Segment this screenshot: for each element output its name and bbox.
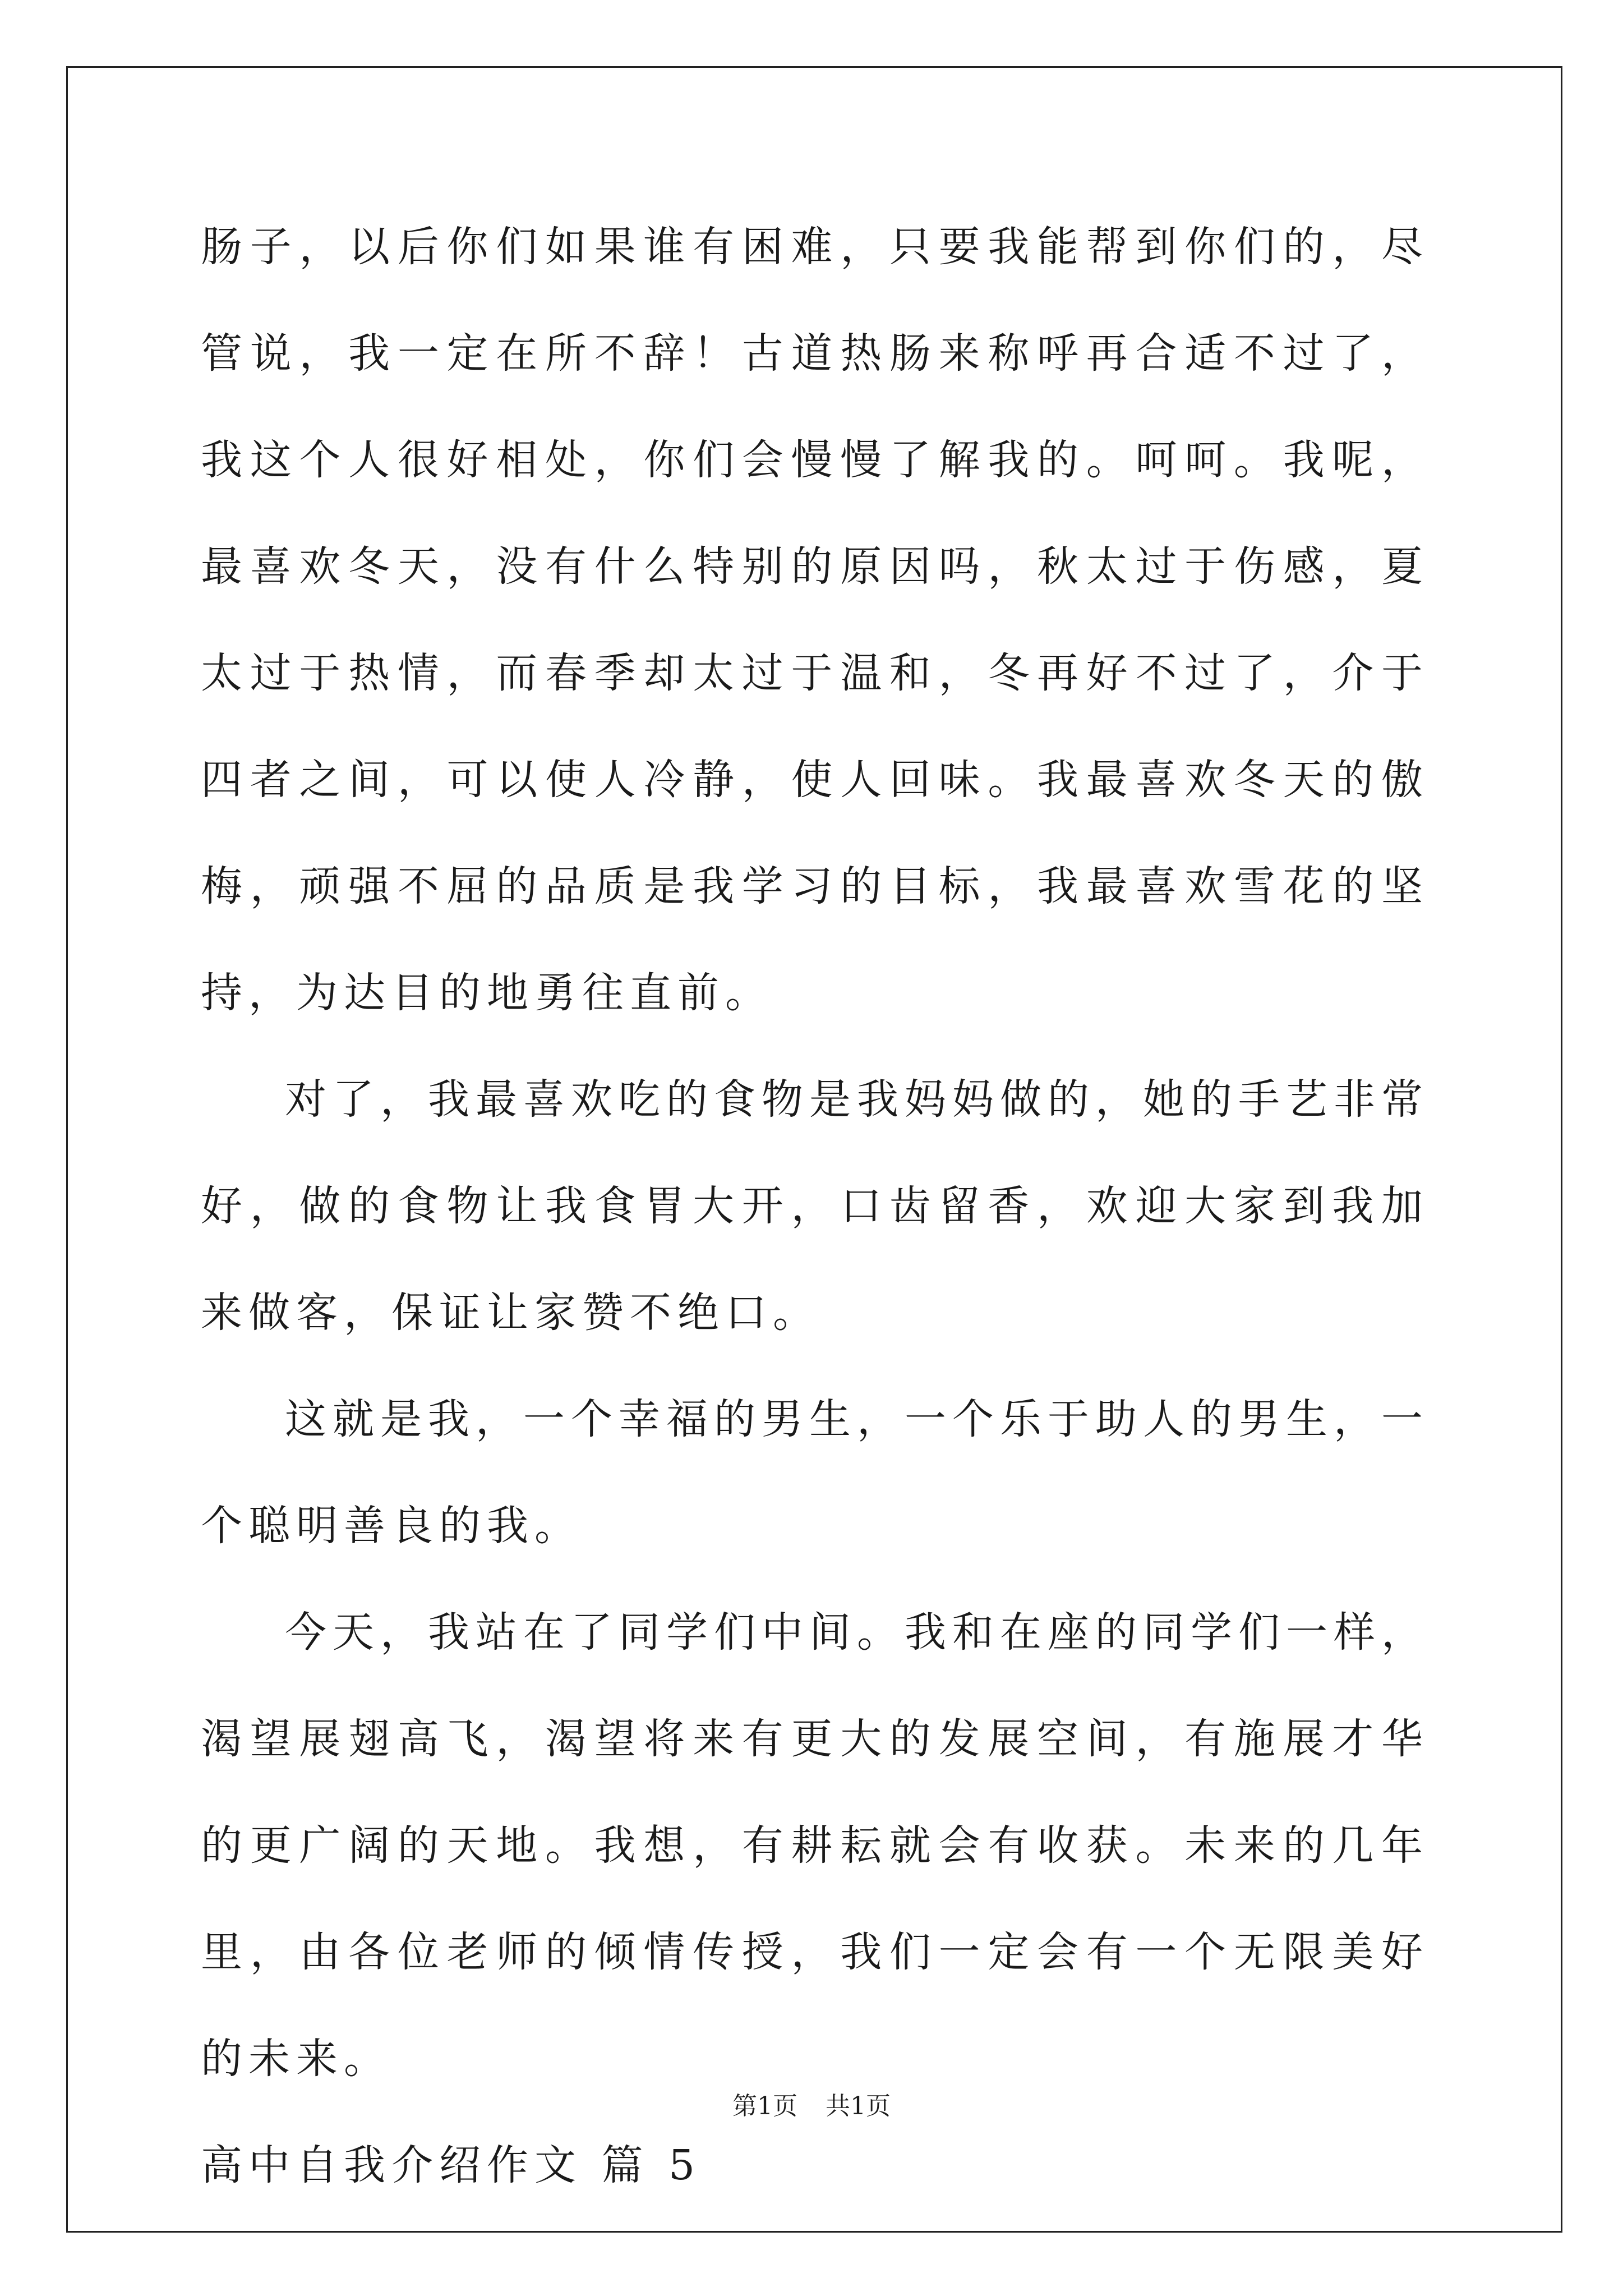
paragraph: 对了，我最喜欢吃的食物是我妈妈做的，她的手艺非常好，做的食物让我食胃大开，口齿留香，欢迎大家到我加来做客，保证让家赞不绝口。 bbox=[201, 1075, 1429, 1337]
page-number-total: 共1页 bbox=[826, 2092, 891, 2120]
paragraph: 今天，我站在了同学们中间。我和在座的同学们一样，渴望展翅高飞，渴望将来有更大的发展空间，有施展才华的更广阔的天地。我想，有耕耘就会有收获。未来的几年里，由各位老师的倾情传授，我们一定会有一个无限美好的未来。 bbox=[201, 1608, 1429, 2083]
document-body bbox=[201, 194, 1429, 2219]
paragraph: 肠子，以后你们如果谁有困难，只要我能帮到你们的，尽管说，我一定在所不辞！古道热肠来称呼再合适不过了，我这个人很好相处，你们会慢慢了解我的。呵呵。我呢，最喜欢冬天，没有什么特别的原因吗，秋太过于伤感，夏太过于热情，而春季却太过于温和，冬再好不过了，介于四者之间，可以使人冷静，使人回味。我最喜欢冬天的傲梅，顽强不屈的品质是我学习的目标，我最喜欢雪花的坚持，为达目的地勇往直前。 bbox=[201, 223, 1429, 1017]
page-footer bbox=[0, 2090, 1623, 2123]
paragraph: 这就是我，一个幸福的男生，一个乐于助人的男生，一个聪明善良的我。 bbox=[201, 1395, 1429, 1550]
page-number-current: 第1页 bbox=[732, 2092, 797, 2120]
section-heading: 高中自我介绍作文 篇 5 bbox=[201, 2141, 702, 2189]
